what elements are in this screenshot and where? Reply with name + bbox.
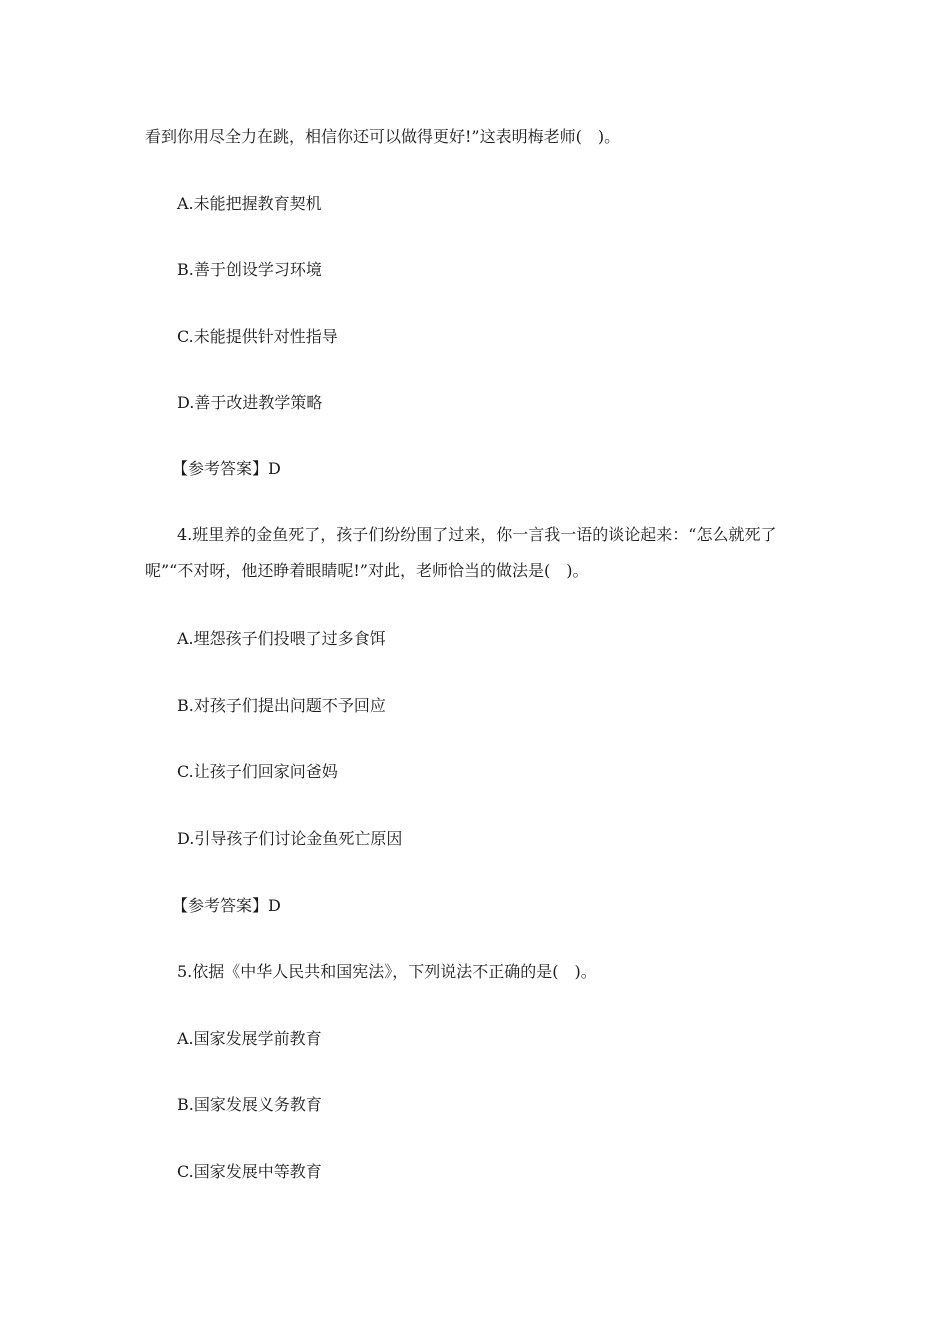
q4-option-c: C.让孩子们回家问爸妈 — [177, 762, 338, 781]
q3-answer: 【参考答案】D — [172, 459, 281, 478]
q4-option-d: D.引导孩子们讨论金鱼死亡原因 — [177, 829, 403, 848]
q4-option-b: B.对孩子们提出问题不予回应 — [177, 696, 386, 715]
q5-stem: 5.依据《中华人民共和国宪法》，下列说法不正确的是( )。 — [177, 962, 597, 981]
q5-option-a: A.国家发展学前教育 — [177, 1029, 322, 1048]
q5-option-b: B.国家发展义务教育 — [177, 1095, 322, 1114]
q3-option-c: C.未能提供针对性指导 — [177, 327, 338, 346]
q3-option-b: B.善于创设学习环境 — [177, 260, 322, 279]
q3-option-a: A.未能把握教育契机 — [177, 194, 322, 213]
q3-option-d: D.善于改进教学策略 — [177, 393, 323, 412]
q5-option-c: C.国家发展中等教育 — [177, 1162, 322, 1181]
q4-option-a: A.埋怨孩子们投喂了过多食饵 — [177, 629, 386, 648]
q4-stem-line-2: 呢”“不对呀，他还睁着眼睛呢!”对此，老师恰当的做法是( )。 — [145, 561, 589, 580]
q3-stem-tail: 看到你用尽全力在跳，相信你还可以做得更好!”这表明梅老师( )。 — [145, 127, 621, 146]
q4-stem-line-1: 4.班里养的金鱼死了，孩子们纷纷围了过来，你一言我一语的谈论起来：“怎么就死了 — [177, 525, 777, 544]
q4-answer: 【参考答案】D — [172, 896, 281, 915]
